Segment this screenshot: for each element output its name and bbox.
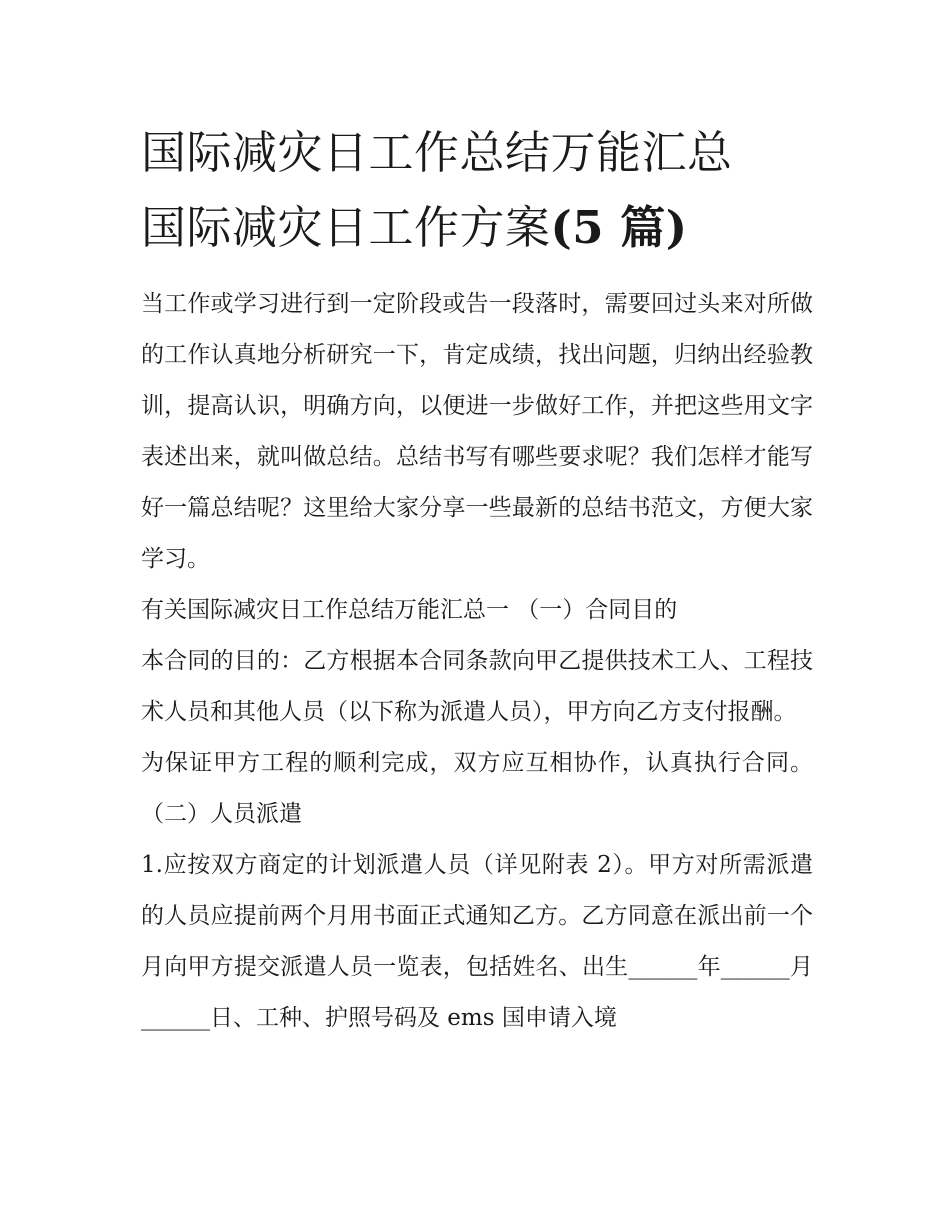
title-count: (5 篇)	[550, 201, 688, 254]
title-line-1: 国际减灾日工作总结万能汇总	[141, 126, 733, 179]
title-line-2: 国际减灾日工作方案	[141, 201, 551, 254]
document-title	[141, 115, 813, 265]
paragraph-contract-purpose: 本合同的目的：乙方根据本合同条款向甲乙提供技术工人、工程技术人员和其他人员（以下称为派遣人员），甲方向乙方支付报酬。	[141, 648, 813, 725]
paragraph-dispatch-plan: 1.应按双方商定的计划派遣人员（详见附表 2）。甲方对所需派遣的人员应提前两个月用书面正式通知乙方。乙方同意在派出前一个月向甲方提交派遣人员一览表，包括姓名、出生______年______月______日、工种、护照号码及 ems 国申请入境	[141, 852, 813, 1031]
paragraph-section-heading: 有关国际减灾日工作总结万能汇总一 （一）合同目的	[141, 597, 678, 623]
document-body	[141, 115, 813, 1044]
paragraph-intro: 当工作或学习进行到一定阶段或告一段落时，需要回过头来对所做的工作认真地分析研究一下，肯定成绩，找出问题，归纳出经验教训，提高认识，明确方向，以便进一步做好工作，并把这些用文字表述出来，就叫做总结。总结书写有哪些要求呢？我们怎样才能写好一篇总结呢？这里给大家分享一些最新的总结书范文，方便大家学习。	[141, 291, 813, 572]
paragraph-cooperation: 为保证甲方工程的顺利完成，双方应互相协作，认真执行合同。 （二）人员派遣	[141, 750, 813, 827]
